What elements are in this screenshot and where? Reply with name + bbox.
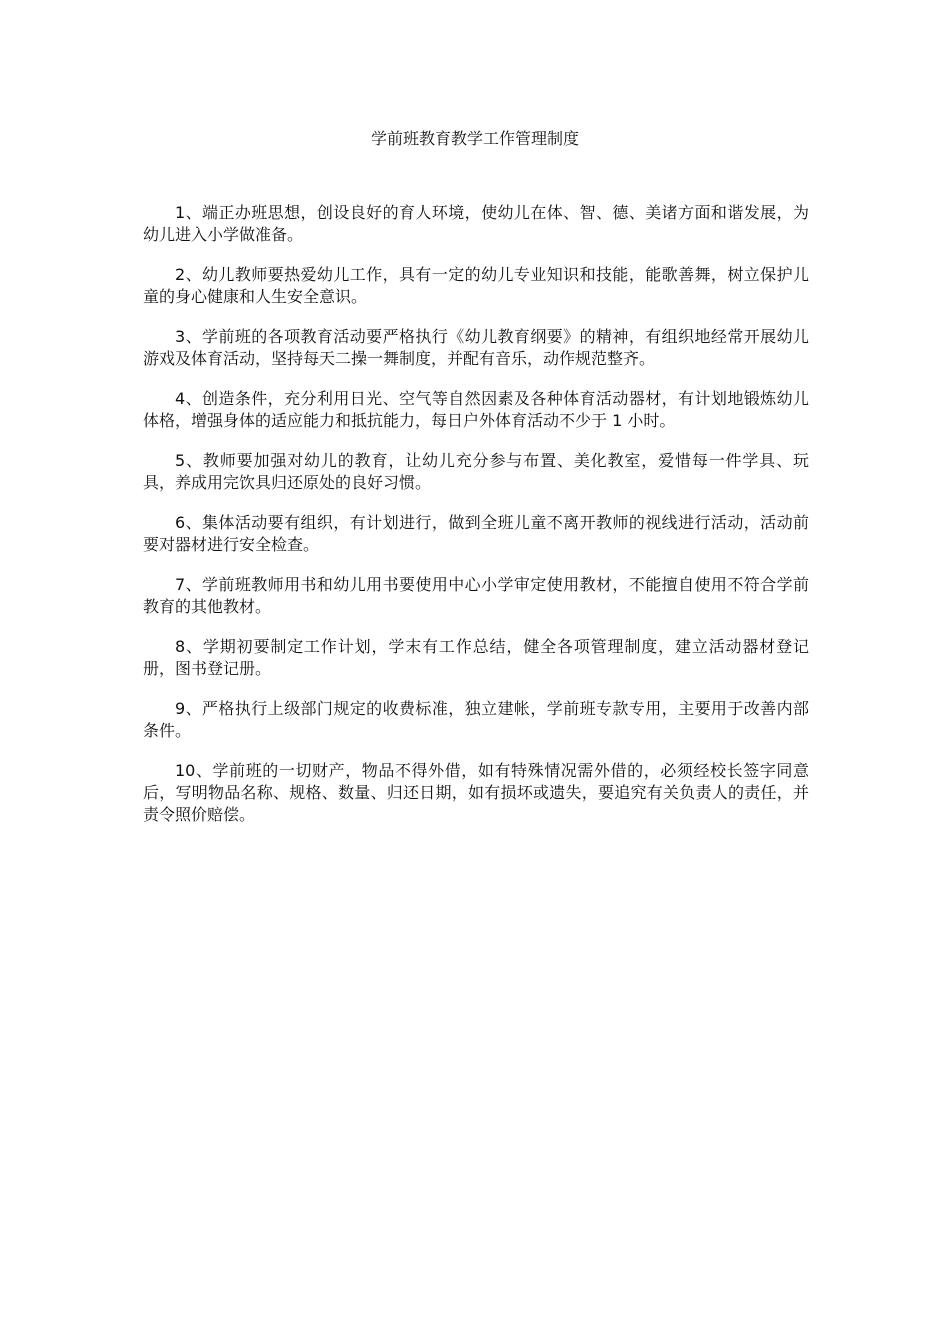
page-title: 学前班教育教学工作管理制度 [370, 129, 579, 148]
paragraph-1: 1、端正办班思想，创设良好的育人环境，使幼儿在体、智、德、美诸方面和谐发展，为幼儿进入小学做准备。 [143, 203, 809, 244]
paragraph-9: 9、严格执行上级部门规定的收费标准，独立建帐，学前班专款专用，主要用于改善内部条件。 [143, 699, 809, 740]
paragraph-6: 6、集体活动要有组织，有计划进行，做到全班儿童不离开教师的视线进行活动，活动前要对器材进行安全检查。 [143, 513, 809, 554]
paragraph-5: 5、教师要加强对幼儿的教育，让幼儿充分参与布置、美化教室，爱惜每一件学具、玩具，养成用完饮具归还原处的良好习惯。 [143, 451, 809, 492]
paragraph-3: 3、学前班的各项教育活动要严格执行《幼儿教育纲要》的精神，有组织地经常开展幼儿游戏及体育活动，坚持每天二操一舞制度，并配有音乐，动作规范整齐。 [143, 327, 809, 368]
paragraph-2: 2、幼儿教师要热爱幼儿工作，具有一定的幼儿专业知识和技能，能歌善舞，树立保护儿童的身心健康和人生安全意识。 [143, 265, 809, 306]
paragraph-10: 10、学前班的一切财产，物品不得外借，如有特殊情况需外借的，必须经校长签字同意后，写明物品名称、规格、数量、归还日期，如有损坏或遗失，要追究有关负责人的责任，并责令照价赔偿。 [143, 761, 809, 824]
paragraph-4: 4、创造条件，充分利用日光、空气等自然因素及各种体育活动器材，有计划地锻炼幼儿体格，增强身体的适应能力和抵抗能力，每日户外体育活动不少于 1 小时。 [143, 389, 809, 430]
paragraph-8: 8、学期初要制定工作计划，学末有工作总结，健全各项管理制度，建立活动器材登记册，图书登记册。 [143, 637, 809, 678]
paragraph-7: 7、学前班教师用书和幼儿用书要使用中心小学审定使用教材，不能擅自使用不符合学前教育的其他教材。 [143, 575, 809, 616]
document-body [143, 202, 809, 844]
